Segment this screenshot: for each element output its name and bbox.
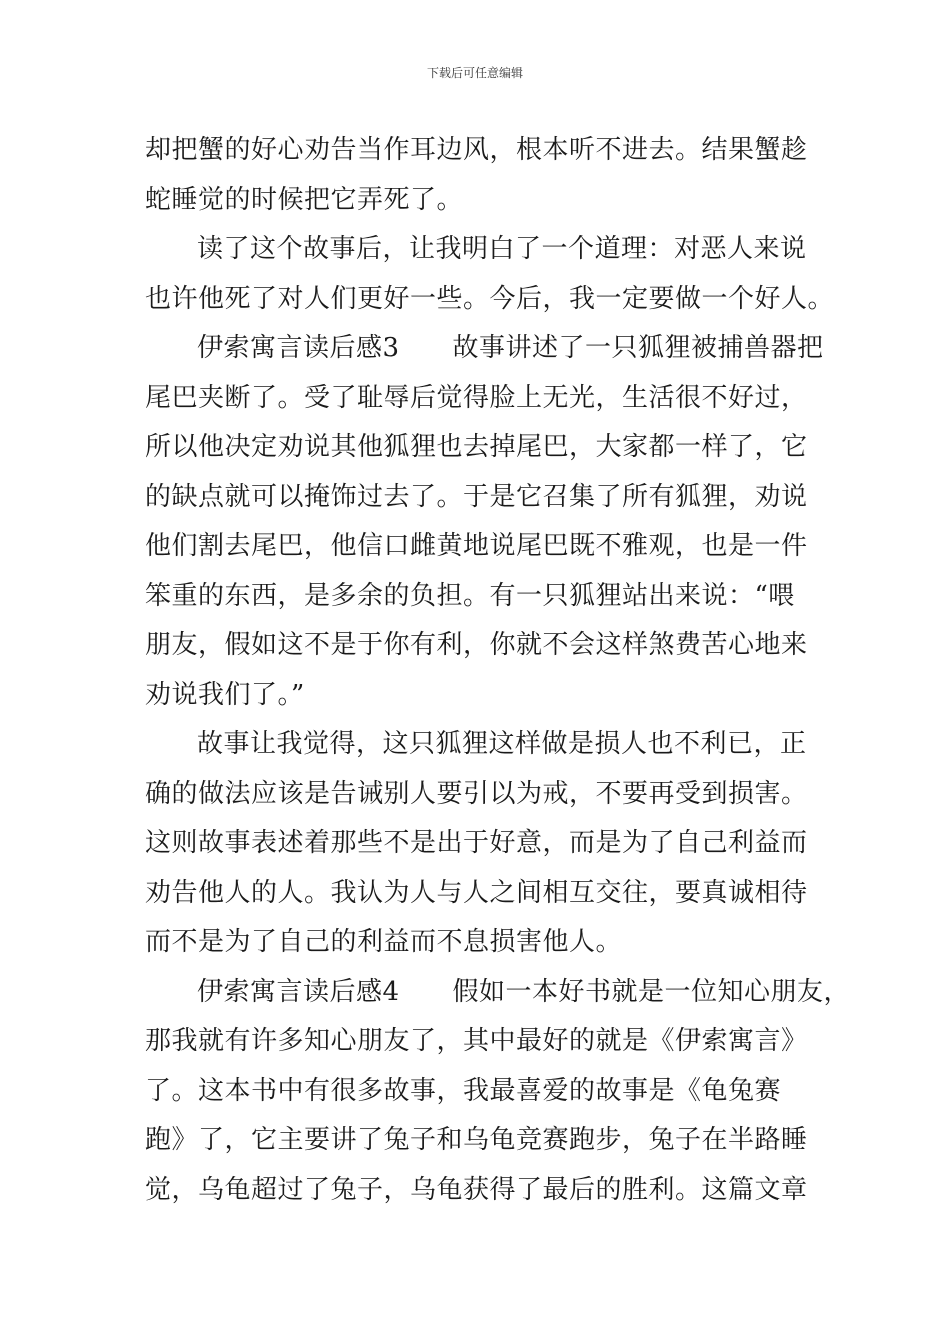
text-line: 笨重的东西，是多余的负担。有一只狐狸站出来说：“喂	[145, 580, 795, 611]
page-header: 下载后可任意编辑	[426, 66, 523, 80]
text-line: 也许他死了对人们更好一些。今后，我一定要做一个好人。	[145, 283, 835, 314]
text-line: 他们割去尾巴，他信口雌黄地说尾巴既不雅观，也是一件	[145, 531, 808, 561]
text-line: 的缺点就可以掩饰过去了。于是它召集了所有狐狸，劝说	[145, 481, 808, 512]
text-line: 劝说我们了。”	[145, 679, 305, 710]
text-line: 这则故事表述着那些不是出于好意，而是为了自己利益而	[145, 828, 808, 858]
text-line: 劝告他人的人。我认为人与人之间相互交往，要真诚相待	[145, 877, 808, 908]
text-line: 而不是为了自己的利益而不息损害他人。	[145, 927, 623, 957]
text-line: 朋友，假如这不是于你有利，你就不会这样煞费苦心地来	[145, 630, 808, 660]
text-line: 读了这个故事后，让我明白了一个道理：对恶人来说	[197, 234, 807, 264]
text-line: 尾巴夹断了。受了耻辱后觉得脸上无光，生活很不好过，	[145, 382, 808, 413]
text-line: 那我就有许多知心朋友了，其中最好的就是《伊索寓言》	[145, 1026, 808, 1056]
text-line: 蛇睡觉的时候把它弄死了。	[145, 184, 464, 215]
document-body	[145, 126, 851, 1215]
section-heading-line: 伊索寓言读后感4 假如一本好书就是一位知心朋友，	[197, 976, 851, 1007]
text-line: 跑》了，它主要讲了兔子和乌龟竞赛跑步，兔子在半路睡	[145, 1125, 808, 1155]
text-line: 却把蟹的好心劝告当作耳边风，根本听不进去。结果蟹趁	[145, 135, 808, 165]
text-line: 故事让我觉得，这只狐狸这样做是损人也不利已，正	[197, 729, 807, 759]
text-line: 确的做法应该是告诫别人要引以为戒，不要再受到损害。	[145, 778, 808, 809]
text-line: 了。这本书中有很多故事，我最喜爱的故事是《龟兔赛	[145, 1075, 782, 1106]
text-line: 觉，乌龟超过了兔子，乌龟获得了最后的胜利。这篇文章	[145, 1174, 808, 1205]
text-line: 所以他决定劝说其他狐狸也去掉尾巴，大家都一样了，它	[145, 432, 808, 462]
section-heading-line: 伊索寓言读后感3 故事讲述了一只狐狸被捕兽器把	[197, 333, 824, 363]
